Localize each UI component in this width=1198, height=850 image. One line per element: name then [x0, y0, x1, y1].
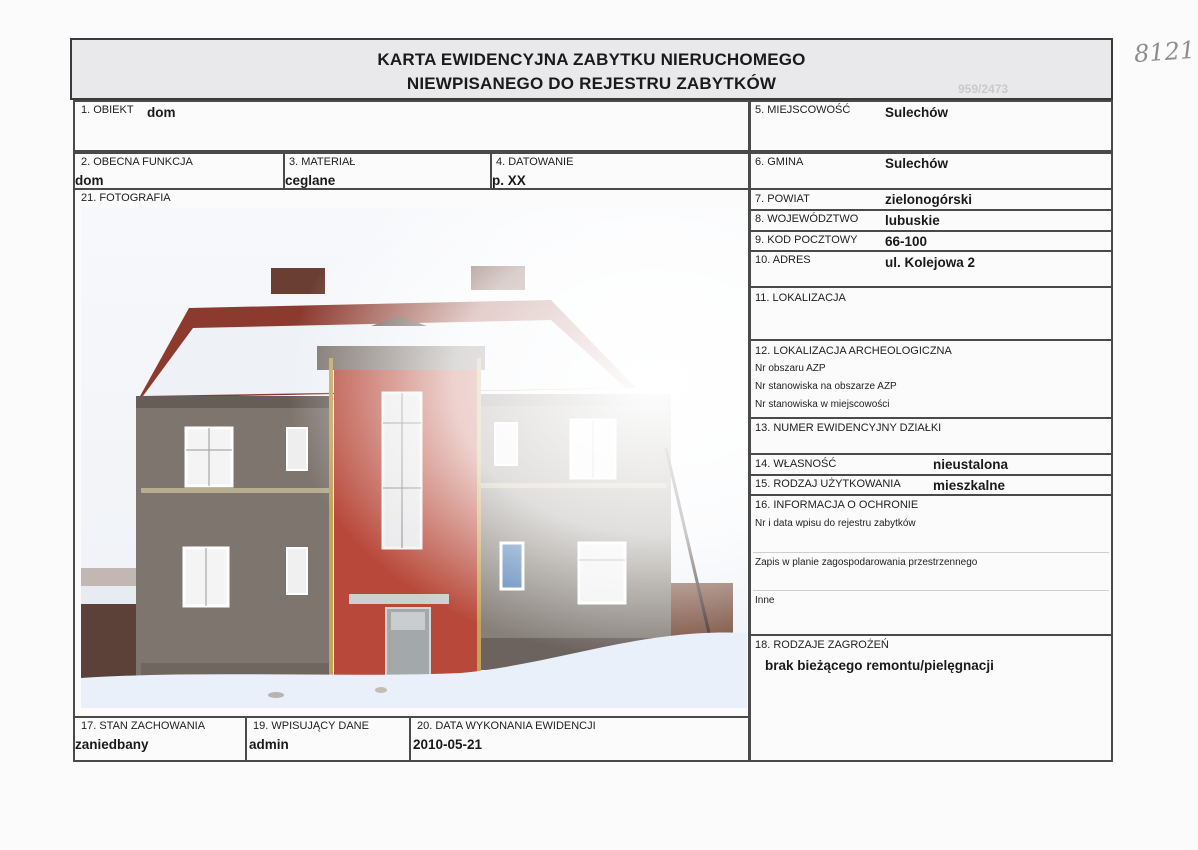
wlasnosc-value: nieustalona — [933, 457, 1009, 472]
title-line-2: NIEWPISANEGO DO REJESTRU ZABYTKÓW — [406, 74, 777, 93]
stan-zachowania-label: 17. STAN ZACHOWANIA — [81, 720, 206, 732]
field-wlasnosc — [749, 453, 1113, 476]
field-miejscowosc — [749, 100, 1113, 152]
field-material — [283, 152, 492, 190]
nr-stanowiska-obszar: Nr stanowiska na obszarze AZP — [755, 381, 897, 392]
obiekt-value: dom — [147, 105, 176, 120]
lokalizacja-arch-label: 12. LOKALIZACJA ARCHEOLOGICZNA — [755, 345, 952, 357]
wojewodztwo-label: 8. WOJEWÓDZTWO — [755, 213, 859, 225]
field-powiat — [749, 188, 1113, 211]
wlasnosc-label: 14. WŁASNOŚĆ — [755, 458, 837, 470]
wpisujacy-label: 19. WPISUJĄCY DANE — [253, 720, 369, 732]
data-wykonania-value: 2010-05-21 — [413, 737, 483, 752]
powiat-value: zielonogórski — [885, 192, 973, 207]
rodzaj-uzytkowania-label: 15. RODZAJ UŻYTKOWANIA — [755, 478, 901, 490]
field-gmina — [749, 152, 1113, 190]
obiekt-label: 1. OBIEKT — [81, 104, 134, 116]
zagrozenia-label: 18. RODZAJE ZAGROŻEŃ — [755, 639, 889, 651]
adres-label: 10. ADRES — [755, 254, 811, 266]
field-adres — [749, 250, 1113, 288]
ochrona-wpis-rejestr: Nr i data wpisu do rejestru zabytków — [755, 518, 916, 529]
rodzaj-uzytkowania-value: mieszkalne — [933, 478, 1006, 493]
faint-register-number: 959/2473 — [958, 82, 1009, 96]
data-wykonania-label: 20. DATA WYKONANIA EWIDENCJI — [417, 720, 596, 732]
field-rodzaj-uzytkowania — [749, 474, 1113, 496]
field-lokalizacja-archeologiczna — [749, 339, 1113, 419]
handwritten-number: 8121 — [1133, 35, 1196, 69]
miejscowosc-label: 5. MIEJSCOWOŚĆ — [755, 104, 851, 116]
form-title — [70, 38, 1113, 100]
lokalizacja-label: 11. LOKALIZACJA — [755, 292, 846, 304]
title-line-1: KARTA EWIDENCYJNA ZABYTKU NIERUCHOMEGO — [377, 50, 806, 69]
ochrona-plan-zagospodarowania: Zapis w planie zagospodarowania przestrzennego — [755, 557, 978, 568]
adres-value: ul. Kolejowa 2 — [885, 255, 976, 270]
wpisujacy-value: admin — [249, 737, 289, 752]
nr-stanowiska-miejscowosc: Nr stanowiska w miejscowości — [755, 399, 890, 410]
field-obiekt — [73, 100, 750, 152]
field-obecna-funkcja — [73, 152, 285, 190]
fotografia-label: 21. FOTOGRAFIA — [81, 192, 171, 204]
zagrozenia-value: brak bieżącego remontu/pielęgnacji — [765, 658, 994, 673]
miejscowosc-value: Sulechów — [885, 105, 949, 120]
kod-pocztowy-label: 9. KOD POCZTOWY — [755, 234, 858, 246]
gmina-value: Sulechów — [885, 156, 949, 171]
material-label: 3. MATERIAŁ — [289, 156, 356, 168]
obecna-funkcja-label: 2. OBECNA FUNKCJA — [81, 156, 193, 168]
obecna-funkcja-value: dom — [75, 173, 104, 188]
field-datowanie — [490, 152, 750, 190]
field-wpisujacy — [245, 716, 411, 762]
nr-obszaru-azp: Nr obszaru AZP — [755, 363, 826, 374]
wojewodztwo-value: lubuskie — [885, 213, 940, 228]
field-lokalizacja — [749, 286, 1113, 341]
field-informacja-o-ochronie — [749, 494, 1113, 636]
material-value: ceglane — [285, 173, 336, 188]
ochrona-divider-1 — [753, 552, 1109, 553]
numer-dzialki-label: 13. NUMER EWIDENCYJNY DZIAŁKI — [755, 422, 942, 434]
ochrona-label: 16. INFORMACJA O OCHRONIE — [755, 499, 919, 511]
datowanie-label: 4. DATOWANIE — [496, 156, 574, 168]
field-data-wykonania — [409, 716, 750, 762]
stan-zachowania-value: zaniedbany — [75, 737, 149, 752]
field-fotografia — [73, 188, 750, 718]
gmina-label: 6. GMINA — [755, 156, 804, 168]
field-numer-dzialki — [749, 417, 1113, 455]
field-stan-zachowania — [73, 716, 247, 762]
kod-pocztowy-value: 66-100 — [885, 234, 928, 249]
building-photo — [81, 208, 747, 708]
field-rodzaje-zagrozen — [749, 634, 1113, 762]
datowanie-value: p. XX — [492, 173, 526, 188]
field-wojewodztwo — [749, 209, 1113, 232]
powiat-label: 7. POWIAT — [755, 193, 810, 205]
ochrona-inne: Inne — [755, 595, 775, 606]
ochrona-divider-2 — [753, 590, 1109, 591]
field-kod-pocztowy — [749, 230, 1113, 252]
